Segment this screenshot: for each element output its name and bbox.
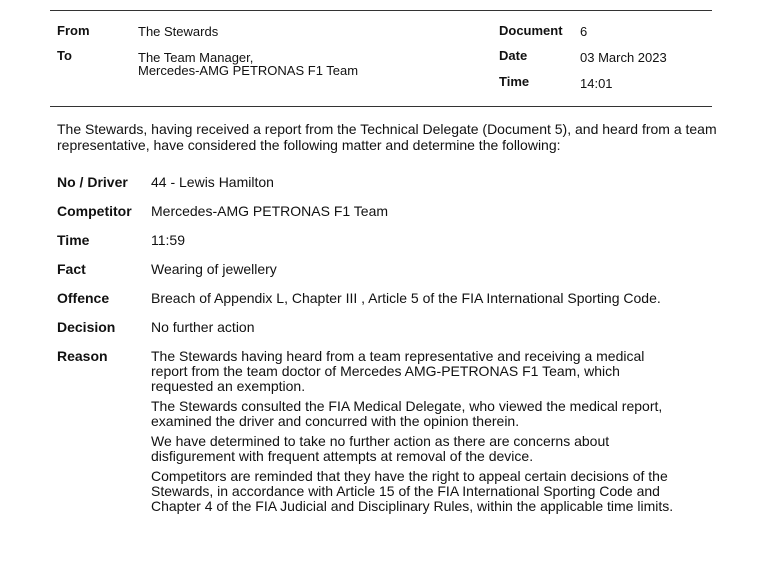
- offence-time-label: Time: [57, 232, 90, 248]
- reason-text: [151, 349, 721, 519]
- reason-label: Reason: [57, 348, 108, 364]
- decision-value: No further action: [151, 319, 255, 335]
- decision-label: Decision: [57, 319, 116, 335]
- to-value-line2: Mercedes-AMG PETRONAS F1 Team: [138, 63, 359, 78]
- reason-paragraph: The Stewards consulted the FIA Medical Delegate, who viewed the medical report, examined the driver and concurred with the opinion therein.: [151, 398, 663, 429]
- offence-time-value: 11:59: [151, 232, 185, 248]
- reason-paragraph: We have determined to take no further action as there are concerns about disfigurement with frequent attempts at removal of the device.: [151, 433, 610, 464]
- fact-label: Fact: [57, 261, 86, 277]
- to-value-line1: The Team Manager,: [138, 50, 254, 65]
- intro-paragraph: The Stewards, having received a report from the Technical Delegate (Document 5), and heard from a team representative, have considered the following matter and determine the following:: [57, 121, 717, 153]
- driver-label: No / Driver: [57, 174, 128, 190]
- from-label: From: [57, 23, 90, 38]
- header-bottom-rule: [50, 106, 712, 107]
- to-label: To: [57, 48, 72, 63]
- time-value: 14:01: [580, 76, 613, 91]
- header-top-rule: [50, 10, 712, 11]
- document-value: 6: [580, 24, 588, 39]
- driver-value: 44 - Lewis Hamilton: [151, 174, 274, 190]
- from-value: The Stewards: [138, 24, 219, 39]
- time-label: Time: [499, 74, 530, 89]
- reason-paragraph: Competitors are reminded that they have the right to appeal certain decisions of the Stewards, in accordance with Article 15 of the FIA International Sporting Code and Chapter 4 of the FIA Judicial and Disciplinary Rules, within the applicable time limits.: [151, 468, 674, 514]
- date-label: Date: [499, 48, 528, 63]
- offence-value: Breach of Appendix L, Chapter III , Article 5 of the FIA International Sporting Code.: [151, 290, 661, 306]
- date-value: 03 March 2023: [580, 50, 667, 65]
- offence-label: Offence: [57, 290, 110, 306]
- fact-value: Wearing of jewellery: [151, 261, 277, 277]
- competitor-value: Mercedes-AMG PETRONAS F1 Team: [151, 203, 389, 219]
- document-label: Document: [499, 23, 563, 38]
- reason-paragraph: The Stewards having heard from a team representative and receiving a medical report from the team doctor of Mercedes AMG-PETRONAS F1 Team, which requested an exemption.: [151, 348, 645, 394]
- competitor-label: Competitor: [57, 203, 132, 219]
